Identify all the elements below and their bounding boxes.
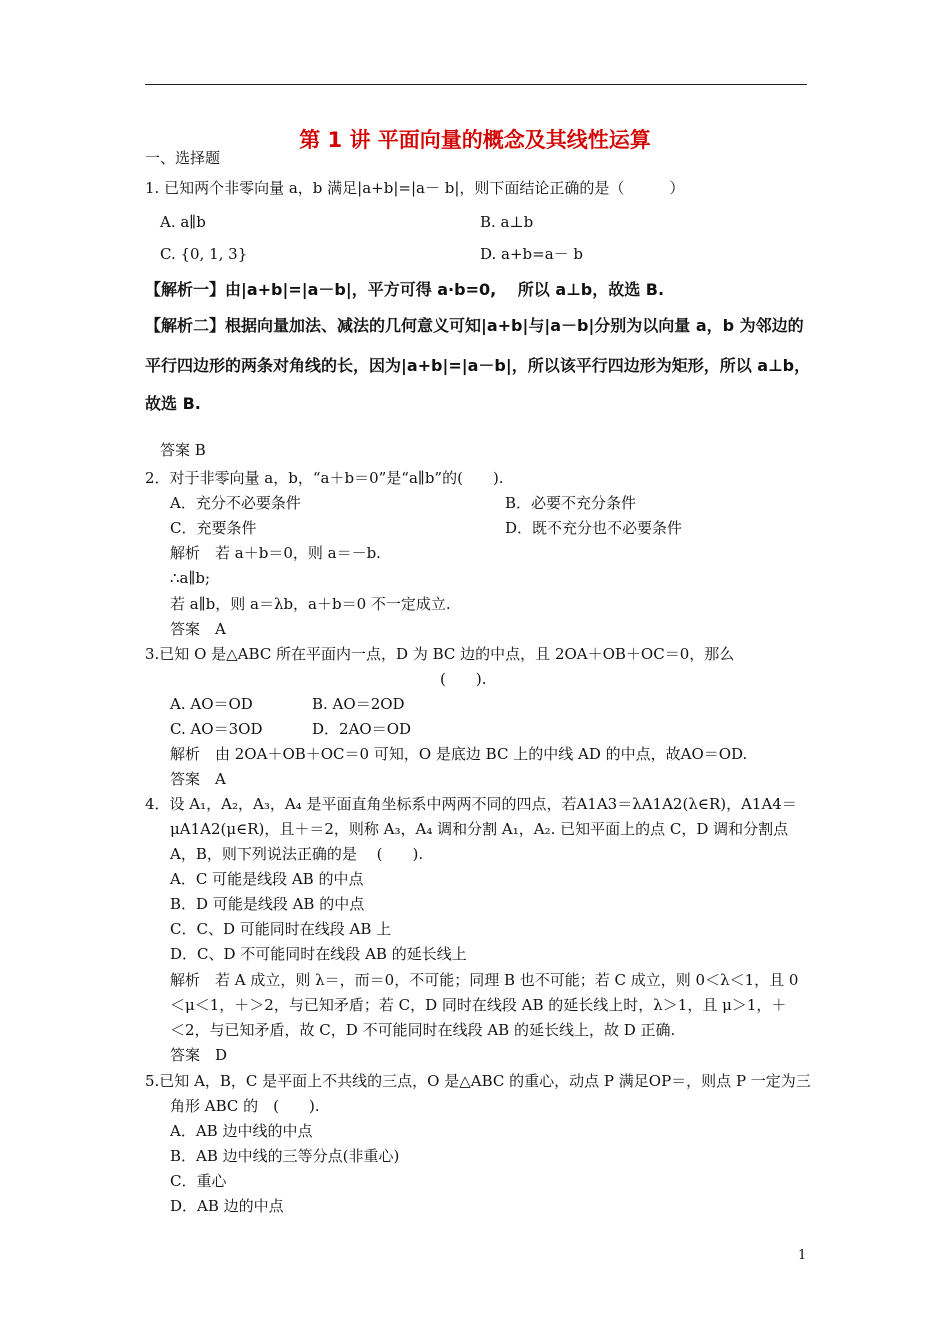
q5-option-c: C．重心: [170, 1172, 227, 1190]
q3-option-c: C. AO＝3OD: [170, 720, 263, 738]
q4-stem-line-1: 4．设 A₁，A₂，A₃，A₄ 是平面直角坐标系中两两不同的四点，若A1A3＝λA1A2(λ∈R)，A1A4＝: [145, 795, 797, 813]
q1-solution-1: 【解析一】由|a+b|=|a－b|，平方可得 a·b=0, 所以 a⊥b，故选 B.: [145, 280, 665, 299]
q5-option-a: A．AB 边中线的中点: [170, 1122, 313, 1140]
q4-option-d: D．C、D 不可能同时在线段 AB 的延长线上: [170, 945, 467, 963]
q1-option-c: C. {0, 1, 3}: [160, 245, 248, 263]
q2-solution-3: 若 a∥b，则 a＝λb，a＋b＝0 不一定成立.: [170, 595, 451, 613]
q3-answer-blank: ( ).: [440, 670, 487, 688]
q2-solution-1: 解析 若 a＋b＝0，则 a＝－b.: [170, 544, 381, 562]
q3-option-b: B. AO＝2OD: [312, 695, 405, 713]
q2-option-a: A．充分不必要条件: [170, 494, 301, 512]
page-title: 第 1 讲 平面向量的概念及其线性运算: [299, 128, 651, 152]
q4-option-c: C．C、D 可能同时在线段 AB 上: [170, 920, 392, 938]
q1-solution-2-line-2: 平行四边形的两条对角线的长，因为|a+b|=|a－b|，所以该平行四边形为矩形，所以 a⊥b，: [145, 356, 811, 375]
q3-option-a: A. AO＝OD: [170, 695, 253, 713]
q3-solution: 解析 由 2OA＋OB＋OC＝0 可知，O 是底边 BC 上的中线 AD 的中点，故AO＝OD.: [170, 745, 748, 763]
q3-answer: 答案 A: [170, 770, 226, 788]
q2-solution-2: ∴a∥b;: [170, 569, 211, 587]
q4-option-a: A．C 可能是线段 AB 的中点: [170, 870, 364, 888]
q3-stem: 3.已知 O 是△ABC 所在平面内一点，D 为 BC 边的中点，且 2OA＋OB＋OC＝0，那么: [145, 645, 735, 663]
q4-option-b: B．D 可能是线段 AB 的中点: [170, 895, 365, 913]
q4-answer: 答案 D: [170, 1046, 228, 1064]
section-heading: 一、选择题: [145, 149, 221, 167]
q4-solution-1: 解析 若 A 成立，则 λ＝，而＝0，不可能；同理 B 也不可能；若 C 成立，则 0＜λ＜1，且 0: [170, 971, 799, 989]
q4-stem-line-3: A，B，则下列说法正确的是 ( ).: [170, 845, 424, 863]
q1-option-a: A. a∥b: [160, 213, 206, 231]
q5-option-b: B．AB 边中线的三等分点(非重心): [170, 1147, 400, 1165]
q4-solution-2: ＜μ＜1，＋＞2，与已知矛盾；若 C，D 同时在线段 AB 的延长线上时，λ＞1，且 μ＞1，＋: [170, 996, 787, 1014]
q2-answer: 答案 A: [170, 620, 226, 638]
q1-option-b: B. a⊥b: [480, 213, 534, 231]
q3-option-d: D．2AO＝OD: [312, 720, 412, 738]
q4-solution-3: ＜2，与已知矛盾，故 C，D 不可能同时在线段 AB 的延长线上，故 D 正确.: [170, 1021, 676, 1039]
q5-stem-line-2: 角形 ABC 的 ( ).: [170, 1097, 320, 1115]
q1-stem: 1. 已知两个非零向量 a，b 满足|a+b|=|a－ b|，则下面结论正确的是（ ）: [145, 179, 685, 197]
q2-option-b: B．必要不充分条件: [505, 494, 637, 512]
q1-solution-2-line-1: 【解析二】根据向量加法、减法的几何意义可知|a+b|与|a－b|分别为以向量 a，b 为邻边的: [145, 316, 804, 335]
q2-option-c: C．充要条件: [170, 519, 257, 537]
header-rule: [145, 84, 807, 85]
q1-answer: 答案 B: [160, 441, 206, 459]
q1-option-d: D. a+b=a－ b: [480, 245, 584, 263]
q2-stem: 2．对于非零向量 a，b，“a＋b＝0”是“a∥b”的( ).: [145, 469, 504, 487]
q4-stem-line-2: μA1A2(μ∈R)，且＋＝2，则称 A₃，A₄ 调和分割 A₁，A₂. 已知平面上的点 C，D 调和分割点: [170, 820, 789, 838]
q5-option-d: D．AB 边的中点: [170, 1197, 284, 1215]
q1-solution-2-line-3: 故选 B.: [145, 394, 201, 413]
q2-option-d: D．既不充分也不必要条件: [505, 519, 683, 537]
page-number: 1: [798, 1248, 807, 1263]
q5-stem-line-1: 5.已知 A，B，C 是平面上不共线的三点，O 是△ABC 的重心，动点 P 满足OP＝，则点 P 一定为三: [145, 1072, 811, 1090]
